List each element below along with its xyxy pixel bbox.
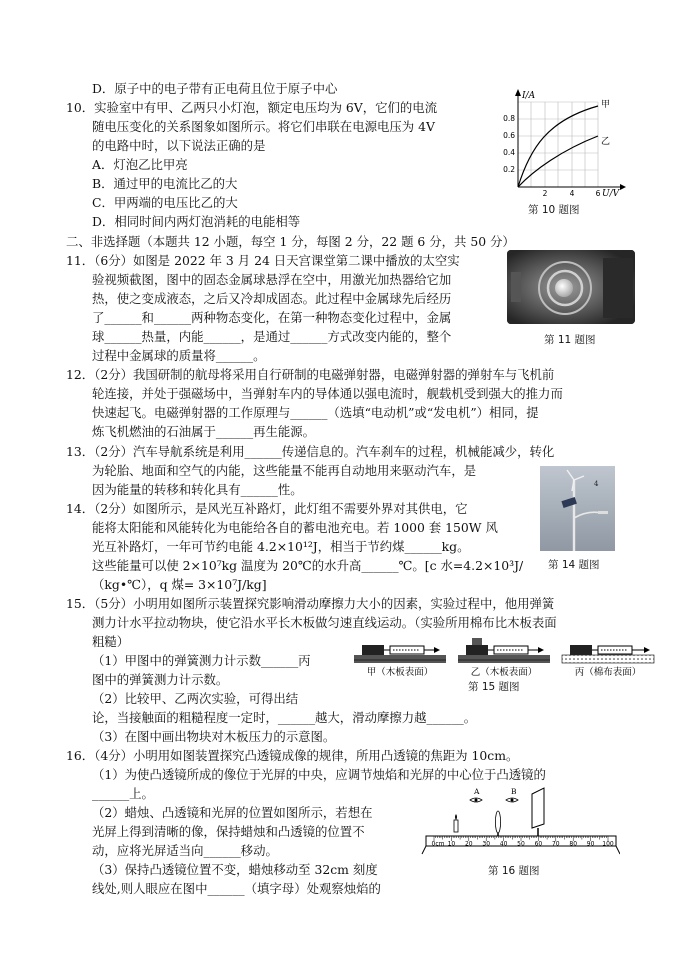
figure-16-caption: 第 16 题图 — [488, 865, 540, 877]
text-line-l18: 快速起飞。电磁弹射器的工作原理与______（选填“电动机”或“发电机”）相同，提 — [92, 405, 539, 420]
figure-10-caption: 第 10 题图 — [528, 204, 580, 216]
curve-label-yi: 乙 — [601, 137, 611, 147]
text-line-l28: 15．（5分）小明用如图所示装置探究影响滑动摩擦力大小的因素，实验过程中，他用弹簧 — [66, 596, 555, 611]
x-tick: 4 — [569, 189, 575, 198]
y-tick: 0.4 — [503, 148, 515, 157]
ruler-tick-label: 90 — [586, 840, 595, 848]
text-line-l06: B．通过甲的电流比乙的大 — [92, 176, 238, 191]
text-line-l43: 线处,则人眼应在图中______（填字母）处观察烛焰的 — [92, 881, 381, 896]
figure-10-graph — [500, 88, 630, 200]
marker-a: A — [474, 787, 480, 796]
text-line-l10: 11．（6分）如图是 2022 年 3 月 24 日天宫课堂第二课中播放的太空实 — [66, 253, 460, 268]
x-tick: 6 — [595, 189, 601, 198]
figure-11-photo — [507, 250, 635, 324]
figure-15-diagram — [348, 633, 664, 679]
text-line-l36: 16．（4分）小明用如图装置探究凸透镜成像的规律，所用凸透镜的焦距为 10cm。 — [66, 748, 519, 763]
text-line-l15: 过程中金属球的质量将______。 — [92, 348, 266, 363]
text-line-l24: 能将太阳能和风能转化为电能给各自的蓄电池充电。若 1000 套 150W 风 — [92, 520, 498, 535]
text-line-l35: （3）在图中画出物块对木板压力的示意图。 — [92, 729, 336, 744]
text-line-l20: 13．（2分）汽车导航系统是利用______传递信息的。汽车刹车的过程，机械能减少，转化 — [66, 444, 555, 459]
y-axis-label: I/A — [522, 91, 536, 101]
text-line-l03: 随电压变化的关系图象如图所示。将它们串联在电源电压为 4V — [92, 119, 435, 134]
text-line-l13: 了______和______两种物态变化，在第一种物态变化过程中，金属 — [92, 310, 452, 325]
text-line-l16: 12．（2分）我国研制的航母将采用自行研制的电磁弹射器，电磁弹射器的弹射车与飞机前 — [66, 367, 555, 382]
text-line-l32: 图中的弹簧测力计示数。 — [92, 672, 229, 687]
text-line-l04: 的电路中时，以下说法正确的是 — [92, 138, 266, 153]
text-line-l40: 光屏上得到清晰的像，保持蜡烛和凸透镜的位置不 — [92, 824, 365, 839]
marker-b: B — [511, 787, 517, 796]
ruler-tick-label: 50 — [517, 840, 525, 848]
svg-text:4: 4 — [594, 480, 599, 488]
text-line-l38: ______上。 — [92, 786, 154, 801]
x-axis-label: U/V — [602, 189, 620, 199]
text-line-l37: （1）为使凸透镜所成的像位于光屏的中央，应调节烛焰和光屏的中心位于凸透镜的 — [92, 767, 546, 782]
ruler-tick-label: 20 — [464, 840, 473, 848]
text-line-l23: 14．（2分）如图所示，是风光互补路灯，此灯组不需要外界对其供电，它 — [66, 501, 468, 516]
figure-15-caption: 第 15 题图 — [468, 681, 520, 693]
text-line-l29: 测力计水平拉动物块，使它沿水平长木板做匀速直线运动。（实验所用棉布比木板表面 — [92, 615, 557, 630]
text-line-l11: 验视频截图，图中的固态金属球悬浮在空中，用激光加热器给它加 — [92, 272, 452, 287]
x-tick: 2 — [542, 189, 548, 198]
text-line-l30: 粗糙） — [92, 634, 130, 649]
text-line-l08: D．相同时间内两灯泡消耗的电能相等 — [92, 214, 301, 229]
y-tick: 0.2 — [503, 165, 515, 174]
ruler-tick-label: 100 — [602, 840, 614, 848]
panel-label-jia: 甲（木板表面） — [366, 667, 434, 678]
ruler-tick-label: 80 — [569, 840, 578, 848]
y-tick: 0.6 — [503, 131, 515, 140]
ruler-tick-label: 40 — [499, 840, 508, 848]
text-line-l42: （3）保持凸透镜位置不变，蜡烛移动至 32cm 刻度 — [92, 862, 378, 877]
text-line-l41: 动，应将光屏适当向______移动。 — [92, 843, 278, 858]
text-line-l14: 球______热量，内能______，是通过______方式改变内能的，整个 — [92, 329, 452, 344]
text-line-l27: （kg•℃），q 煤= 3×10⁷J/kg] — [92, 577, 267, 592]
text-line-l31: （1）甲图中的弹簧测力计示数______丙 — [92, 653, 311, 668]
ruler-tick-label: 70 — [551, 840, 560, 848]
ruler-tick-label: 30 — [482, 840, 491, 848]
text-line-l17: 轮连接，并处于强磁场中，当弹射车内的导体通以强电流时，舰载机受到强大的推力而 — [92, 386, 563, 401]
text-line-l01: D．原子中的电子带有正电荷且位于原子中心 — [92, 81, 338, 96]
panel-label-bing: 丙（棉布表面） — [574, 667, 642, 678]
text-line-l26: 这些能量可以使 2×10⁷kg 温度为 20℃的水升高______℃。[c 水=4.2×10³J/ — [92, 558, 524, 573]
text-line-l34: 论，当接触面的粗糙程度一定时，______越大，滑动摩擦力越______。 — [92, 710, 477, 725]
y-tick: 0.8 — [503, 114, 515, 123]
text-line-l25: 光互补路灯，一年可节约电能 4.2×10¹²J，相当于节约煤______kg。 — [92, 539, 470, 554]
figure-11-caption: 第 11 题图 — [544, 334, 596, 346]
text-line-l12: 热，使之变成液态，之后又冷却成固态。此过程中金属球先后经历 — [92, 291, 452, 306]
ruler-tick-label: 0cm — [431, 840, 445, 848]
text-line-l39: （2）蜡烛、凸透镜和光屏的位置如图所示，若想在 — [92, 805, 373, 820]
text-line-l22: 因为能量的转移和转化具有______性。 — [92, 482, 303, 497]
curve-label-jia: 甲 — [601, 100, 611, 110]
figure-16-diagram — [420, 784, 620, 856]
ruler-tick-label: 10 — [447, 840, 456, 848]
figure-14-caption: 第 14 题图 — [548, 559, 600, 571]
text-line-l09: 二、非选择题（本题共 12 小题，每空 1 分，每图 2 分，22 题 6 分，共 50 分） — [66, 234, 515, 249]
figure-14-photo — [540, 466, 615, 551]
text-line-l33: （2）比较甲、乙两次实验，可得出结 — [92, 691, 299, 706]
text-line-l21: 为轮胎、地面和空气的内能，这些能量不能再自动地用来驱动汽车，是 — [92, 463, 477, 478]
text-line-l19: 炼飞机燃油的石油属于______再生能源。 — [92, 424, 316, 439]
ruler-tick-label: 60 — [534, 840, 543, 848]
text-line-l05: A．灯泡乙比甲亮 — [92, 157, 188, 172]
panel-label-yi: 乙（木板表面） — [470, 667, 538, 678]
text-line-l02: 10．实验室中有甲、乙两只小灯泡，额定电压均为 6V，它们的电流 — [66, 100, 438, 115]
text-line-l07: C．甲两端的电压比乙的大 — [92, 195, 238, 210]
